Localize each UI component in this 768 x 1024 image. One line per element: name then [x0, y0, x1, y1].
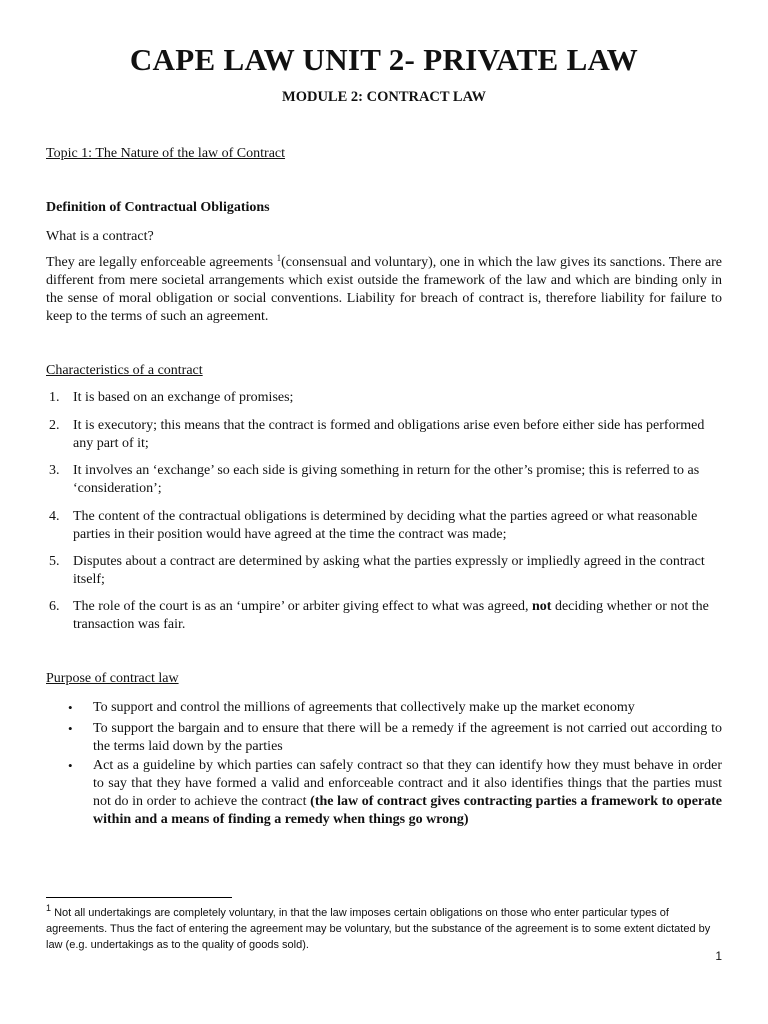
bullet-icon: • — [68, 700, 73, 715]
list-item — [46, 553, 722, 589]
emphasis-text: not — [531, 599, 552, 614]
bullet-icon: • — [68, 721, 73, 736]
characteristics-heading: Characteristics of a contract — [46, 363, 203, 378]
list-item — [46, 757, 722, 829]
list-number: 3. — [49, 463, 60, 478]
list-item — [46, 699, 722, 717]
topic-heading: Topic 1: The Nature of the law of Contract — [46, 146, 286, 161]
emphasis-text: (the law of contract gives contracting parties a framework to operate within and a means of finding a remedy when things go wrong) — [93, 794, 723, 827]
list-item-text: To support and control the millions of agreements that collectively make up the market economy — [93, 700, 635, 715]
definition-heading: Definition of Contractual Obligations — [46, 200, 270, 215]
list-item-text: To support the bargain and to ensure that there will be a remedy if the agreement is not carried out according to the terms laid down by the parties — [93, 721, 722, 754]
list-item — [46, 598, 722, 634]
module-subtitle: MODULE 2: CONTRACT LAW — [282, 89, 486, 105]
list-item-text: It involves an ‘exchange’ so each side is giving something in return for the other’s promise; this is referred to as ‘consideration’; — [73, 463, 700, 496]
list-item-text: Disputes about a contract are determined by asking what the parties expressly or impliedly agreed in the contract itself; — [73, 554, 705, 587]
list-item-text: It is executory; this means that the contract is formed and obligations arise even before either side has performed any part of it; — [73, 418, 705, 451]
footnote-reference: 1 — [276, 253, 282, 263]
definition-text-rest: (consensual and voluntary), one in which the law gives its sanctions. There are different from mere societal arrangements which exist outside the framework of the law and which are binding only in the sense of moral obligation or social conventions. Liability for breach of contract is, therefore liability for failure to keep to the terms of such an agreement. — [46, 255, 723, 324]
list-item — [46, 417, 722, 453]
purpose-heading: Purpose of contract law — [46, 671, 179, 686]
definition-text-start: They are legally enforceable agreements — [46, 255, 277, 270]
definition-paragraph — [46, 254, 722, 326]
list-item-text: The role of the court is as an ‘umpire’ or arbiter giving effect to what was agreed, — [73, 599, 532, 614]
list-number: 1. — [49, 390, 60, 405]
list-number: 2. — [49, 418, 60, 433]
list-number: 5. — [49, 554, 60, 569]
bullet-icon: • — [68, 758, 73, 773]
footnote-text: Not all undertakings are completely voluntary, in that the law imposes certain obligations on those who enter particular types of agreements. Thus the fact of entering the agreement may be voluntary, but the substance of the agreement is to some extent dictated by law (e.g. undertakings as to the quality of goods sold). — [46, 907, 711, 951]
list-item — [46, 720, 722, 756]
list-number: 4. — [49, 509, 60, 524]
list-item-text: The content of the contractual obligations is determined by deciding what the parties agreed or what reasonable parties in their position would have agreed at the time the contract was made; — [73, 509, 698, 542]
footnote-divider — [46, 897, 232, 898]
footnote-marker: 1 — [46, 903, 52, 913]
document-title: CAPE LAW UNIT 2- PRIVATE LAW — [129, 42, 639, 77]
list-item — [46, 508, 722, 544]
list-item — [46, 389, 722, 407]
footnote — [46, 905, 726, 953]
list-item — [46, 462, 722, 498]
list-item-text: deciding whether or not the transaction was fair. — [73, 599, 709, 632]
page-number: 1 — [715, 949, 722, 963]
list-number: 6. — [49, 599, 60, 614]
definition-question: What is a contract? — [46, 229, 154, 244]
list-item-text: It is based on an exchange of promises; — [73, 390, 294, 405]
list-item-text: Act as a guideline by which parties can safely contract so that they can identify how they must behave in order to say that they have formed a valid and enforceable contract and it also identifies things that the parties must not do in order to achieve the contract — [93, 758, 722, 809]
